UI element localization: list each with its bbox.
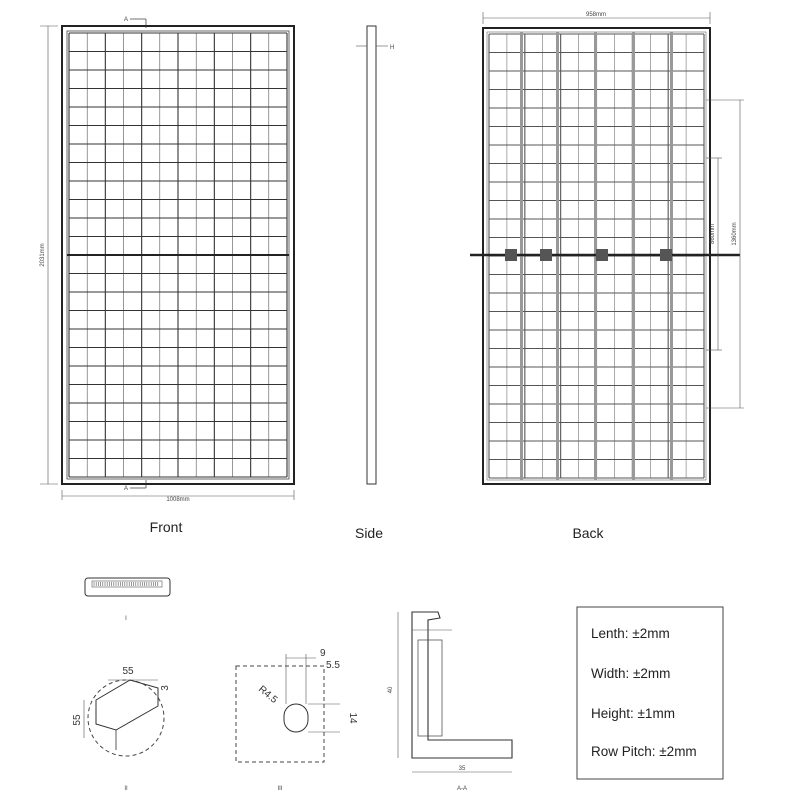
- detail-ii: [72, 666, 171, 792]
- section-aa-height: 40: [388, 686, 394, 694]
- side-view: [356, 26, 394, 484]
- front-view: [40, 17, 294, 503]
- back-dim-inner: 860mm: [710, 223, 716, 245]
- back-view: [470, 12, 744, 484]
- tolerance-height: Height: ±1mm: [591, 706, 675, 721]
- tolerance-length: Lenth: ±2mm: [591, 626, 670, 641]
- side-frame: [367, 26, 376, 484]
- detail-iii-radius: R4.5: [256, 683, 280, 706]
- detail-i-ticks: [94, 582, 158, 586]
- detail-ii-circle: [88, 680, 164, 756]
- back-dim-outer: 1360mm: [732, 222, 738, 246]
- section-aa: [388, 612, 512, 792]
- detail-ii-dim-c: 3: [160, 685, 171, 691]
- detail-ii-dim-a: 55: [122, 666, 134, 677]
- tolerance-width: Width: ±2mm: [591, 666, 671, 681]
- front-height-dim: 2031mm: [40, 243, 46, 267]
- back-width-dim: 958mm: [585, 12, 607, 18]
- detail-i: [85, 578, 170, 622]
- detail-iii-slot: [284, 704, 308, 732]
- junction-box-3: [596, 249, 608, 261]
- detail-iii-label: III: [277, 786, 283, 792]
- junction-box-2: [540, 249, 552, 261]
- side-label: Side: [354, 525, 384, 541]
- section-marker-bottom: A: [124, 486, 129, 492]
- section-aa-cavity: [418, 640, 442, 736]
- detail-ii-label: II: [124, 786, 128, 792]
- back-label: Back: [572, 525, 604, 541]
- tolerance-box: [577, 607, 723, 779]
- detail-i-label: I: [125, 616, 127, 622]
- front-width-dim: 1008mm: [166, 497, 190, 503]
- section-aa-width: 35: [458, 766, 466, 772]
- junction-box-4: [660, 249, 672, 261]
- detail-iii: [236, 648, 358, 792]
- detail-ii-dim-b: 55: [72, 714, 83, 726]
- detail-iii-dim-b: 5.5: [326, 660, 340, 671]
- junction-box-1: [505, 249, 517, 261]
- section-marker-top: A: [124, 17, 129, 23]
- side-thickness-marker: H: [390, 45, 395, 51]
- front-label: Front: [149, 519, 183, 535]
- detail-iii-box: [236, 666, 324, 762]
- section-aa-label: A-A: [456, 786, 468, 792]
- detail-iii-dim-c: 14: [347, 712, 358, 724]
- tolerance-row-pitch: Row Pitch: ±2mm: [591, 744, 697, 759]
- detail-iii-dim-a: 9: [320, 648, 326, 659]
